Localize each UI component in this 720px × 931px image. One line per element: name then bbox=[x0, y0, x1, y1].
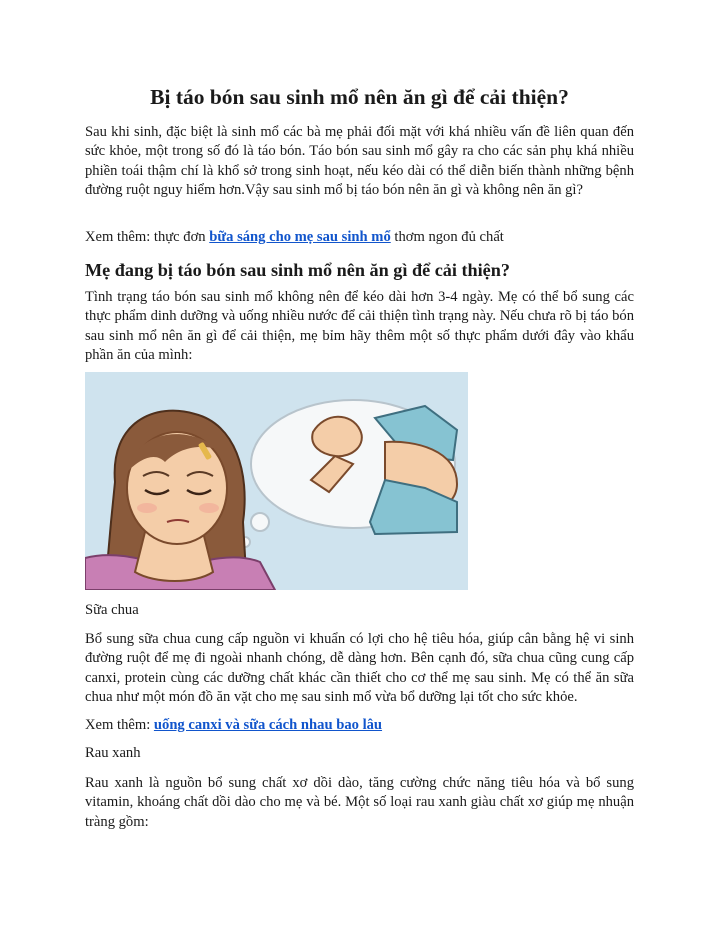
right-cheek-shape bbox=[199, 503, 219, 513]
see-more-line-1 bbox=[85, 228, 634, 247]
thought-bubble-dot-large bbox=[251, 513, 269, 531]
see-more-1-prefix: Xem thêm: thực đơn bbox=[85, 229, 210, 245]
vegetable-paragraph: Rau xanh là nguồn bổ sung chất xơ dồi dào, tăng cường chức năng tiêu hóa và bổ sung vitamin, khoáng chất dồi dào cho mẹ và bé. Một số loại rau xanh giàu chất xơ giúp mẹ nhuận tràng gồm: bbox=[85, 775, 634, 830]
illustration-svg bbox=[85, 372, 468, 590]
see-more-line-2 bbox=[85, 716, 634, 735]
section-heading: Mẹ đang bị táo bón sau sinh mổ nên ăn gì để cải thiện? bbox=[85, 260, 510, 280]
yogurt-subheading: Sữa chua bbox=[85, 602, 139, 618]
fist-shape bbox=[312, 417, 362, 456]
left-cheek-shape bbox=[137, 503, 157, 513]
intro-paragraph: Sau khi sinh, đặc biệt là sinh mổ các bà mẹ phải đối mặt với khá nhiều vấn đề liên quan đến sức khỏe, một trong số đó là táo bón. Táo bón sau sinh mổ gây ra cho các sản phụ khá nhiều phiền toái thậm chí là khổ sở trong sinh hoạt, nếu kéo dài có thể diễn biến thành những bệnh đường ruột nguy hiểm hơn.Vậy sau sinh mổ bị táo bón nên ăn gì và không nên ăn gì? bbox=[85, 124, 634, 199]
see-more-2-prefix: Xem thêm: bbox=[85, 717, 154, 733]
see-more-1-suffix: thơm ngon đủ chất bbox=[390, 229, 504, 245]
calcium-milk-link[interactable]: uống canxi và sữa cách nhau bao lâu bbox=[153, 717, 383, 733]
breakfast-link[interactable]: bữa sáng cho mẹ sau sinh mổ bbox=[209, 229, 391, 245]
section-paragraph: Tình trạng táo bón sau sinh mổ không nên để kéo dài hơn 3-4 ngày. Mẹ có thể bổ sung các thực phẩm dinh dưỡng và uống nhiều nước để cải thiện tình trạng này. Nếu chưa rõ bị táo bón sau sinh mổ nên ăn gì để cải thiện, mẹ bỉm hãy thêm một số thực phẩm dưới đây vào khẩu phần ăn của mình: bbox=[85, 289, 634, 364]
yogurt-paragraph: Bổ sung sữa chua cung cấp nguồn vi khuẩn có lợi cho hệ tiêu hóa, giúp cân bằng hệ vi sinh đường ruột để mẹ đi ngoài nhanh chóng, dễ dàng hơn. Bên cạnh đó, sữa chua cũng cung cấp canxi, protein cùng các dưỡng chất khác cần thiết cho cơ thể mẹ sau sinh. Mẹ có thể ăn sữa chua như một món đồ ăn vặt cho mẹ sau sinh mổ vừa bổ dưỡng lại tốt cho sức khỏe. bbox=[85, 631, 634, 706]
page-title: Bị táo bón sau sinh mổ nên ăn gì để cải thiện? bbox=[150, 85, 569, 109]
vegetable-subheading: Rau xanh bbox=[85, 745, 141, 761]
constipation-illustration bbox=[85, 372, 468, 590]
